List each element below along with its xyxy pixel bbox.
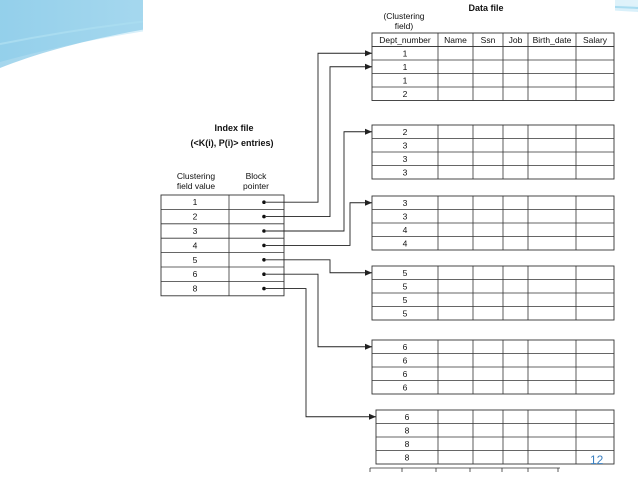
column-header-ssn: Ssn: [480, 34, 496, 45]
page-number: 12: [590, 453, 604, 467]
dept-number-cell: 4: [402, 238, 408, 249]
index-key-8: 8: [192, 283, 198, 294]
index-file-subtitle: (<K(i), P(i)> entries): [190, 138, 274, 148]
block-pointer-dot: [262, 272, 266, 276]
dept-number-cell: 6: [402, 382, 408, 393]
block-pointer-dot: [262, 287, 266, 291]
dept-number-cell: 3: [402, 197, 408, 208]
index-key-6: 6: [192, 269, 198, 280]
index-col1-header-line2: field value: [176, 181, 216, 191]
block-pointer-dot: [262, 215, 266, 219]
column-header-birth_date: Birth_date: [532, 34, 572, 45]
index-key-2: 2: [192, 211, 198, 222]
dept-number-cell: 8: [404, 438, 410, 449]
index-key-1: 1: [192, 197, 198, 208]
dept-number-cell: 2: [402, 126, 408, 137]
dept-number-cell: 6: [402, 368, 408, 379]
dept-number-cell: 3: [402, 211, 408, 222]
column-header-job: Job: [508, 34, 523, 45]
dept-number-cell: 8: [404, 425, 410, 436]
dept-number-cell: 2: [402, 88, 408, 99]
index-col2-header-line2: pointer: [243, 181, 269, 191]
clustering-field-note-line2: field): [394, 21, 414, 31]
pointer-arrow-8: [266, 289, 376, 417]
dept-number-cell: 3: [402, 140, 408, 151]
dept-number-cell: 4: [402, 224, 408, 235]
index-key-5: 5: [192, 254, 198, 265]
clustering-field-note: (Clustering: [383, 11, 425, 21]
data-file-title: Data file: [468, 3, 504, 13]
block-pointer-dot: [262, 200, 266, 204]
dept-number-cell: 1: [402, 75, 408, 86]
dept-number-cell: 5: [402, 308, 408, 319]
dept-number-cell: 6: [404, 411, 410, 422]
column-header-salary: Salary: [582, 34, 608, 45]
dept-number-cell: 5: [402, 267, 408, 278]
index-col1-header: Clustering: [176, 171, 216, 181]
dept-number-cell: 3: [402, 153, 408, 164]
column-header-dept_number: Dept_number: [379, 34, 431, 45]
index-key-3: 3: [192, 226, 198, 236]
index-file-title: Index file: [214, 123, 254, 133]
column-header-name: Name: [444, 34, 467, 45]
index-key-4: 4: [192, 240, 198, 251]
block-pointer-dot: [262, 229, 266, 233]
dept-number-cell: 8: [404, 452, 410, 463]
dept-number-cell: 1: [402, 61, 408, 72]
dept-number-cell: 5: [402, 294, 408, 305]
index-col2-header: Block: [245, 171, 267, 181]
pointer-arrow-1: [266, 53, 372, 202]
dept-number-cell: 1: [402, 48, 408, 59]
pointer-arrow-2: [266, 67, 372, 217]
dept-number-cell: 3: [402, 167, 408, 178]
dept-number-cell: 5: [402, 281, 408, 292]
block-pointer-dot: [262, 258, 266, 262]
block-pointer-dot: [262, 244, 266, 248]
dept-number-cell: 6: [402, 355, 408, 366]
dept-number-cell: 6: [402, 341, 408, 352]
